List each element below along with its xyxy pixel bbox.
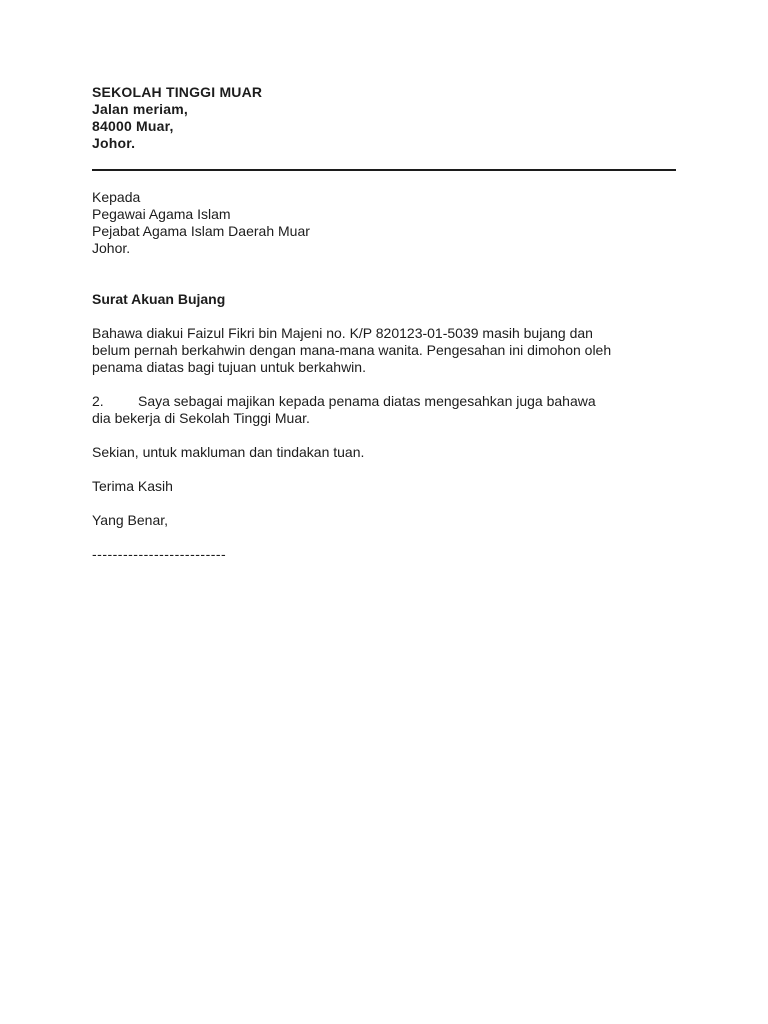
subject-title: Surat Akuan Bujang bbox=[92, 291, 226, 307]
letterhead-line: 84000 Muar, bbox=[92, 118, 174, 134]
recipient-line: Pejabat Agama Islam Daerah Muar bbox=[92, 223, 310, 239]
thanks-line: Terima Kasih bbox=[92, 478, 173, 494]
paragraph-text: Saya sebagai majikan kepada penama diatas mengesahkan juga bahawa bbox=[138, 393, 596, 409]
paragraph-line: belum pernah berkahwin dengan mana-mana wanita. Pengesahan ini dimohon oleh bbox=[92, 342, 612, 358]
closing-line: Sekian, untuk makluman dan tindakan tuan. bbox=[92, 444, 365, 460]
paragraph-line: Bahawa diakui Faizul Fikri bin Majeni no. K/P 820123-01-5039 masih bujang dan bbox=[92, 325, 593, 341]
body-paragraph-1 bbox=[92, 325, 676, 376]
recipient-line: Johor. bbox=[92, 240, 131, 256]
paragraph-number: 2. bbox=[92, 393, 104, 409]
paragraph-line: dia bekerja di Sekolah Tinggi Muar. bbox=[92, 410, 310, 426]
paragraph-line: penama diatas bagi tujuan untuk berkahwin. bbox=[92, 359, 366, 375]
letterhead-line: Jalan meriam, bbox=[92, 101, 188, 117]
body-paragraph-2 bbox=[92, 393, 676, 427]
letterhead-line: Johor. bbox=[92, 135, 136, 151]
recipient-block bbox=[92, 189, 676, 257]
recipient-line: Kepada bbox=[92, 189, 141, 205]
paragraph-line bbox=[92, 393, 676, 410]
recipient-line: Pegawai Agama Islam bbox=[92, 206, 231, 222]
sign-off-line: Yang Benar, bbox=[92, 512, 169, 528]
letterhead bbox=[92, 84, 676, 152]
letterhead-divider bbox=[92, 169, 676, 171]
signature-line: -------------------------- bbox=[92, 546, 227, 562]
letterhead-line: SEKOLAH TINGGI MUAR bbox=[92, 84, 263, 100]
